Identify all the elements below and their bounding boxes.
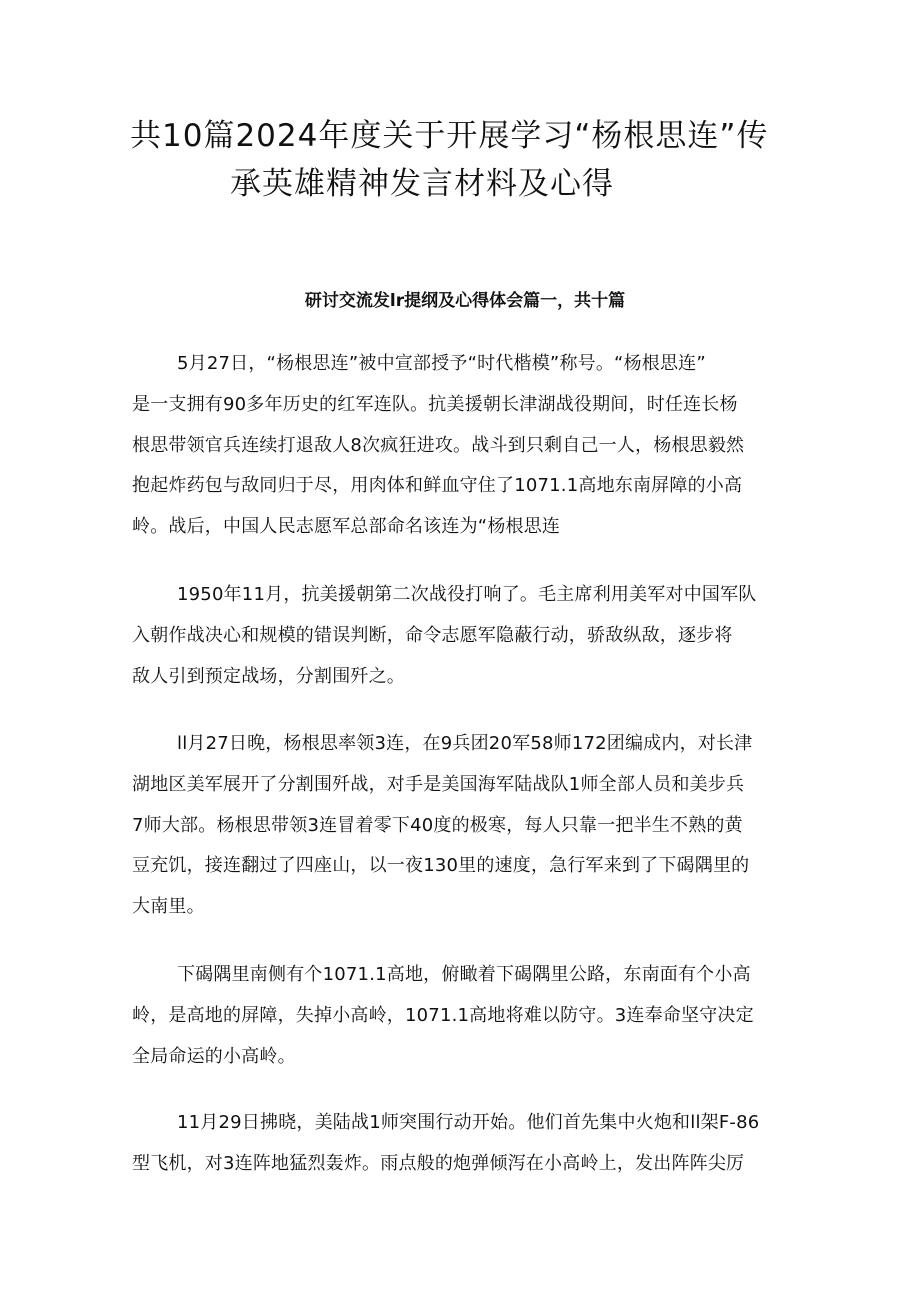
paragraph-line: 11月29日拂晓，美陆战1师突围行动开始。他们首先集中火炮和ll架F-86 bbox=[177, 1112, 760, 1133]
paragraph-line: 型飞机，对3连阵地猛烈轰炸。雨点般的炮弹倾泻在小高岭上，发出阵阵尖厉 bbox=[132, 1152, 745, 1174]
paragraph-line: 根思带领官兵连续打退敌人8次疯狂进攻。战斗到只剩自己一人，杨根思毅然 bbox=[132, 434, 745, 456]
paragraph-line: 全局命运的小高岭。 bbox=[132, 1045, 296, 1067]
paragraph-3 bbox=[132, 724, 800, 928]
paragraph-2 bbox=[132, 575, 800, 697]
paragraph-line: 抱起炸药包与敌同归于尽，用肉体和鲜血守住了1071.1高地东南屏障的小高 bbox=[132, 475, 743, 497]
paragraph-5 bbox=[132, 1103, 800, 1185]
paragraph-line: 敌人引到预定战场，分割围歼之。 bbox=[132, 665, 405, 687]
paragraph-line: 5月27日，“杨根思连”被中宣部授予“时代楷模”称号。“杨根思连” bbox=[177, 353, 706, 374]
paragraph-line: 7师大部。杨根思带领3连冒着零下40度的极寒，每人只靠一把半生不熟的黄 bbox=[132, 814, 743, 836]
paragraph-line: 入朝作战决心和规模的错误判断，命令志愿军隐蔽行动，骄敌纵敌，逐步将 bbox=[132, 624, 733, 646]
paragraph-line: 是一支拥有90多年历史的红军连队。抗美援朝长津湖战役期间，时任连长杨 bbox=[132, 393, 738, 415]
paragraph-line: 大南里。 bbox=[132, 896, 205, 918]
paragraph-line: 岭，是高地的屏障，失掉小高岭，1071.1高地将难以防守。3连奉命坚守决定 bbox=[132, 1004, 754, 1026]
paragraph-line: 1950年11月，抗美援朝第二次战役打响了。毛主席利用美军对中国军队 bbox=[177, 584, 757, 605]
paragraph-line: ll月27日晚，杨根思率领3连，在9兵团20军58师172团编成内，对长津 bbox=[177, 733, 753, 754]
document-title-line-2: 承英雄精神发言材料及心得 bbox=[230, 166, 614, 202]
document-title bbox=[130, 112, 800, 208]
section-heading: 研讨交流发lr提纲及心得体会篇一，共十篇 bbox=[304, 291, 626, 311]
paragraph-4 bbox=[132, 955, 800, 1077]
paragraph-line: 豆充饥，接连翻过了四座山，以一夜130里的速度，急行军来到了下碣隅里的 bbox=[132, 855, 750, 877]
document-title-line-1: 共10篇2024年度关于开展学习“杨根思连”传 bbox=[130, 118, 769, 154]
paragraph-line: 岭。战后，中国人民志愿军总部命名该连为“杨根思连 bbox=[132, 516, 561, 538]
paragraph-1 bbox=[132, 344, 800, 548]
paragraph-line: 下碣隅里南侧有个1071.1高地，俯瞰着下碣隅里公路，东南面有个小高 bbox=[177, 964, 751, 985]
paragraph-line: 湖地区美军展开了分割围歼战，对手是美国海军陆战队1师全部人员和美步兵 bbox=[132, 773, 745, 795]
